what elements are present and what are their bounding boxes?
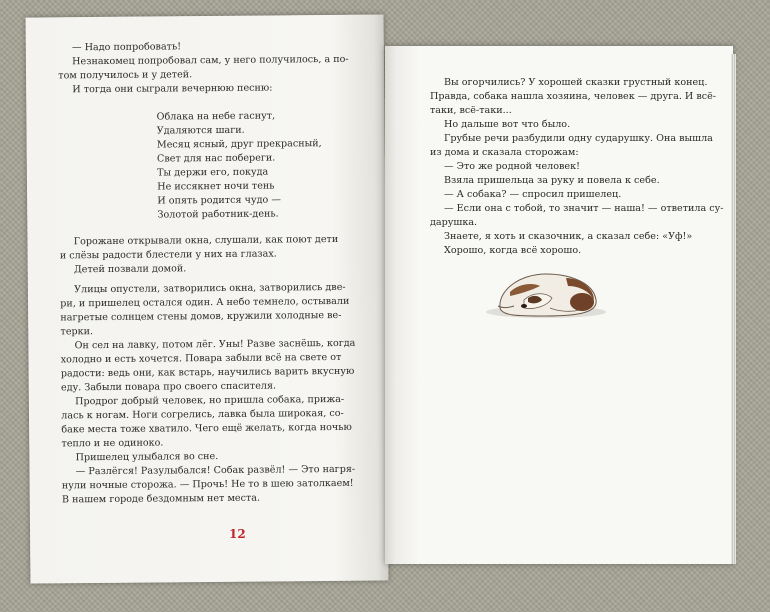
text-line: — Разлёгся! Разулыбался! Собак развёл! — Это нагря-: [75, 463, 356, 478]
text-line: Пришелец улыбался во сне.: [75, 451, 219, 464]
text-line: баке места тоже хватило. Чего ещё желать, когда ночью: [61, 421, 352, 436]
text-line: И тогда они сыграли вечернюю песню:: [72, 82, 273, 96]
sleeping-dog-illustration: [480, 262, 610, 322]
poem-line: Не иссякнет ночи тень: [157, 180, 275, 193]
poem-line: Удаляются шаги.: [156, 124, 245, 137]
text-line: Незнакомец попробовал сам, у него получилось, а по-: [72, 53, 349, 68]
text-line: из дома и сказала сторожам:: [430, 147, 579, 158]
text-line: Горожане открывали окна, слушали, как поют дети: [73, 233, 339, 248]
right-page-text: [430, 76, 724, 258]
poem-line: Золотой работник-день.: [157, 208, 279, 221]
text-line: Правда, собака нашла хозяина, человек — друга. И всё-: [430, 91, 717, 102]
text-line: нули ночные сторожа. — Прочь! Не то в шею затолкаем!: [61, 477, 354, 492]
text-line: Продрог добрый человек, но пришла собака, прижа-: [75, 393, 345, 408]
text-line: Детей позвали домой.: [73, 263, 187, 276]
poem-line: Месяц ясный, друг прекрасный,: [156, 138, 322, 151]
text-line: Вы огорчились? У хорошей сказки грустный конец.: [444, 77, 708, 88]
left-page-text: [58, 39, 382, 508]
text-line: том получилось и у детей.: [58, 69, 193, 82]
text-line: ри, и пришелец остался один. А небо темнело, остывали: [60, 295, 350, 310]
poem-line: Облака на небе гаснут,: [156, 110, 276, 123]
text-line: — Это же родной человек!: [444, 161, 580, 172]
text-line: тепло и не одиноко.: [61, 437, 164, 450]
text-line: — Надо попробовать!: [71, 41, 182, 54]
text-line: лась к ногам. Ноги согрелись, лавка была широкая, со-: [61, 407, 344, 422]
poem-line: Свет для нас побереги.: [156, 152, 276, 165]
page-number: 12: [229, 527, 246, 541]
text-line: и слёзы радости блестели у них на глазах.: [59, 248, 277, 262]
poem: [157, 109, 380, 223]
text-line: нагретые солнцем стены домов, кружили холодные ве-: [60, 309, 342, 324]
text-line: — А собака? — спросил пришелец.: [444, 189, 622, 200]
text-line: таки, всё-таки...: [430, 105, 512, 116]
text-line: Улицы опустели, затворились окна, затворились две-: [74, 281, 346, 296]
page-edge: [731, 54, 736, 564]
poem-line: И опять родится чудо —: [157, 194, 281, 207]
text-line: Грубые речи разбудили одну сударушку. Она вышла: [444, 133, 713, 144]
text-line: — Если она с тобой, то значит — наша! — ответила су-: [444, 203, 724, 214]
text-line: Знаете, я хоть и сказочник, а сказал себе: «Уф!»: [444, 231, 693, 242]
text-line: радости: ведь они, как встарь, научились варить вкусную: [60, 365, 355, 380]
text-line: холодно и есть хочется. Повара забыли всё на свете от: [60, 351, 342, 366]
text-line: еду. Забыли повара про своего спасителя.: [60, 380, 277, 394]
text-line: терки.: [60, 326, 94, 338]
text-line: Хорошо, когда всё хорошо.: [444, 245, 582, 256]
text-line: Но дальше вот что было.: [444, 119, 571, 130]
text-line: В нашем городе бездомным нет места.: [61, 492, 261, 506]
text-line: Он сел на лавку, потом лёг. Уны! Разве заснёшь, когда: [74, 337, 356, 352]
text-line: Взяла пришельца за руку и повела к себе.: [444, 175, 660, 186]
text-line: дарушка.: [430, 217, 478, 228]
poem-line: Ты держи его, покуда: [157, 166, 269, 179]
